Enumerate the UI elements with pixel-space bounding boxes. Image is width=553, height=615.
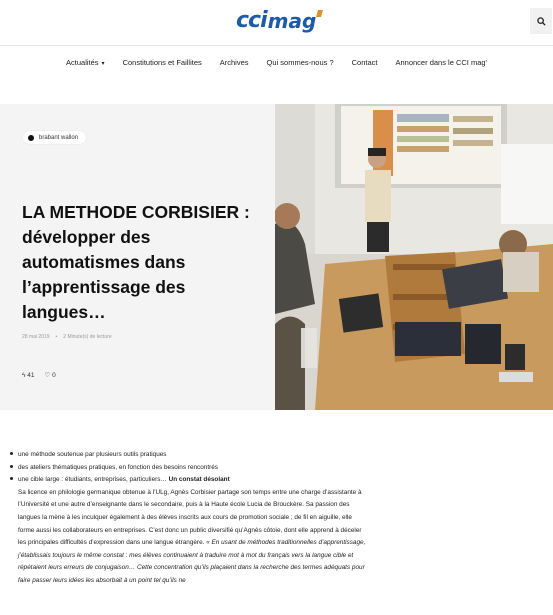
bullet-text: une méthode soutenue par plusieurs outils pratiques bbox=[18, 451, 167, 458]
chevron-down-icon: ▾ bbox=[101, 60, 105, 67]
nav-item-label: Actualités bbox=[66, 57, 99, 67]
bullet-icon bbox=[10, 452, 13, 455]
shares-counter[interactable] bbox=[22, 372, 35, 379]
shares-count: 41 bbox=[27, 371, 35, 379]
read-time: 2 Minute(s) de lecture bbox=[63, 334, 112, 340]
header-divider bbox=[0, 45, 553, 46]
paragraph-quote: « En usant de méthodes traditionnelles d’apprentissage, j’établissais toujours le même constat : mes élèves continuaient à traduire mot à mot du français vers la langue cible et répétaient leurs erreurs de conjugaison… Cette concentration qu’ils plaçaient dans la recherche des termes adéquats pour faire passer leurs idées les absorbait à un point tel qu’ils ne bbox=[18, 539, 366, 584]
article-stats bbox=[22, 371, 56, 379]
likes-counter[interactable] bbox=[45, 371, 56, 379]
article-date: 28 mai 2019 bbox=[22, 334, 50, 340]
bullet-text: une cible large : étudiants, entreprises, particuliers… bbox=[18, 476, 167, 484]
logo-accent-mark bbox=[316, 10, 323, 17]
list-item bbox=[10, 462, 550, 475]
article-body bbox=[10, 449, 550, 588]
article-title[interactable]: LA METHODE CORBISIER : développer des automatismes dans l’apprentissage des langues… bbox=[22, 202, 250, 322]
search-icon bbox=[537, 17, 546, 26]
category-tag-label: brabant wallon bbox=[39, 134, 79, 141]
bullet-text: des ateliers thématiques pratiques, en fonction des besoins rencontrés bbox=[18, 463, 219, 471]
bolt-icon: ϟ bbox=[22, 371, 26, 379]
paragraph-text: Sa licence en philologie germanique obtenue à l’ULg, Agnès Corbisier partage son temps entre une charge d’assistante à l’Université et une autre d’enseignante dans le secondaire, puis à la Haute école Lucia de Brouckère. Sa passion des langues la mène à les inculquer également à des élèves inscrits aux cours de promotion sociale ; de fil en aiguille, elle forme aussi les collaborateurs en entreprises. C’est donc un public diversifié qu’Agnès côtoie, dont elle apprend à déceler les principales difficultés d’expression dans une langue étrangère. bbox=[18, 488, 362, 547]
site-header bbox=[0, 0, 553, 44]
search-button[interactable] bbox=[530, 8, 552, 34]
category-tag[interactable] bbox=[23, 131, 86, 144]
classroom-photo-illustration bbox=[275, 104, 553, 410]
list-item bbox=[10, 474, 550, 487]
main-nav bbox=[0, 52, 553, 72]
nav-item-constitutions[interactable]: Constitutions et Faillites bbox=[122, 57, 202, 67]
nav-item-about[interactable]: Qui sommes-nous ? bbox=[266, 57, 334, 67]
logo-secondary-text: mag bbox=[267, 9, 317, 33]
site-logo[interactable] bbox=[236, 8, 322, 34]
nav-item-archives[interactable]: Archives bbox=[219, 57, 249, 67]
section-heading: Un constat désolant bbox=[168, 476, 230, 484]
meta-separator: • bbox=[55, 334, 58, 340]
list-item bbox=[10, 449, 550, 462]
heart-icon: ♡ bbox=[44, 372, 51, 379]
bullet-icon bbox=[10, 477, 13, 480]
logo-primary-text: cci bbox=[236, 8, 267, 33]
tag-dot-icon bbox=[28, 135, 34, 141]
nav-item-actualites[interactable] bbox=[66, 58, 105, 67]
nav-item-contact[interactable]: Contact bbox=[351, 57, 378, 67]
likes-count: 0 bbox=[52, 372, 56, 379]
article-meta bbox=[22, 334, 112, 340]
hero-photo bbox=[275, 104, 553, 410]
bullet-icon bbox=[10, 465, 13, 468]
nav-item-advertise[interactable]: Annoncer dans le CCI mag' bbox=[395, 57, 487, 67]
article-paragraph bbox=[10, 487, 368, 588]
